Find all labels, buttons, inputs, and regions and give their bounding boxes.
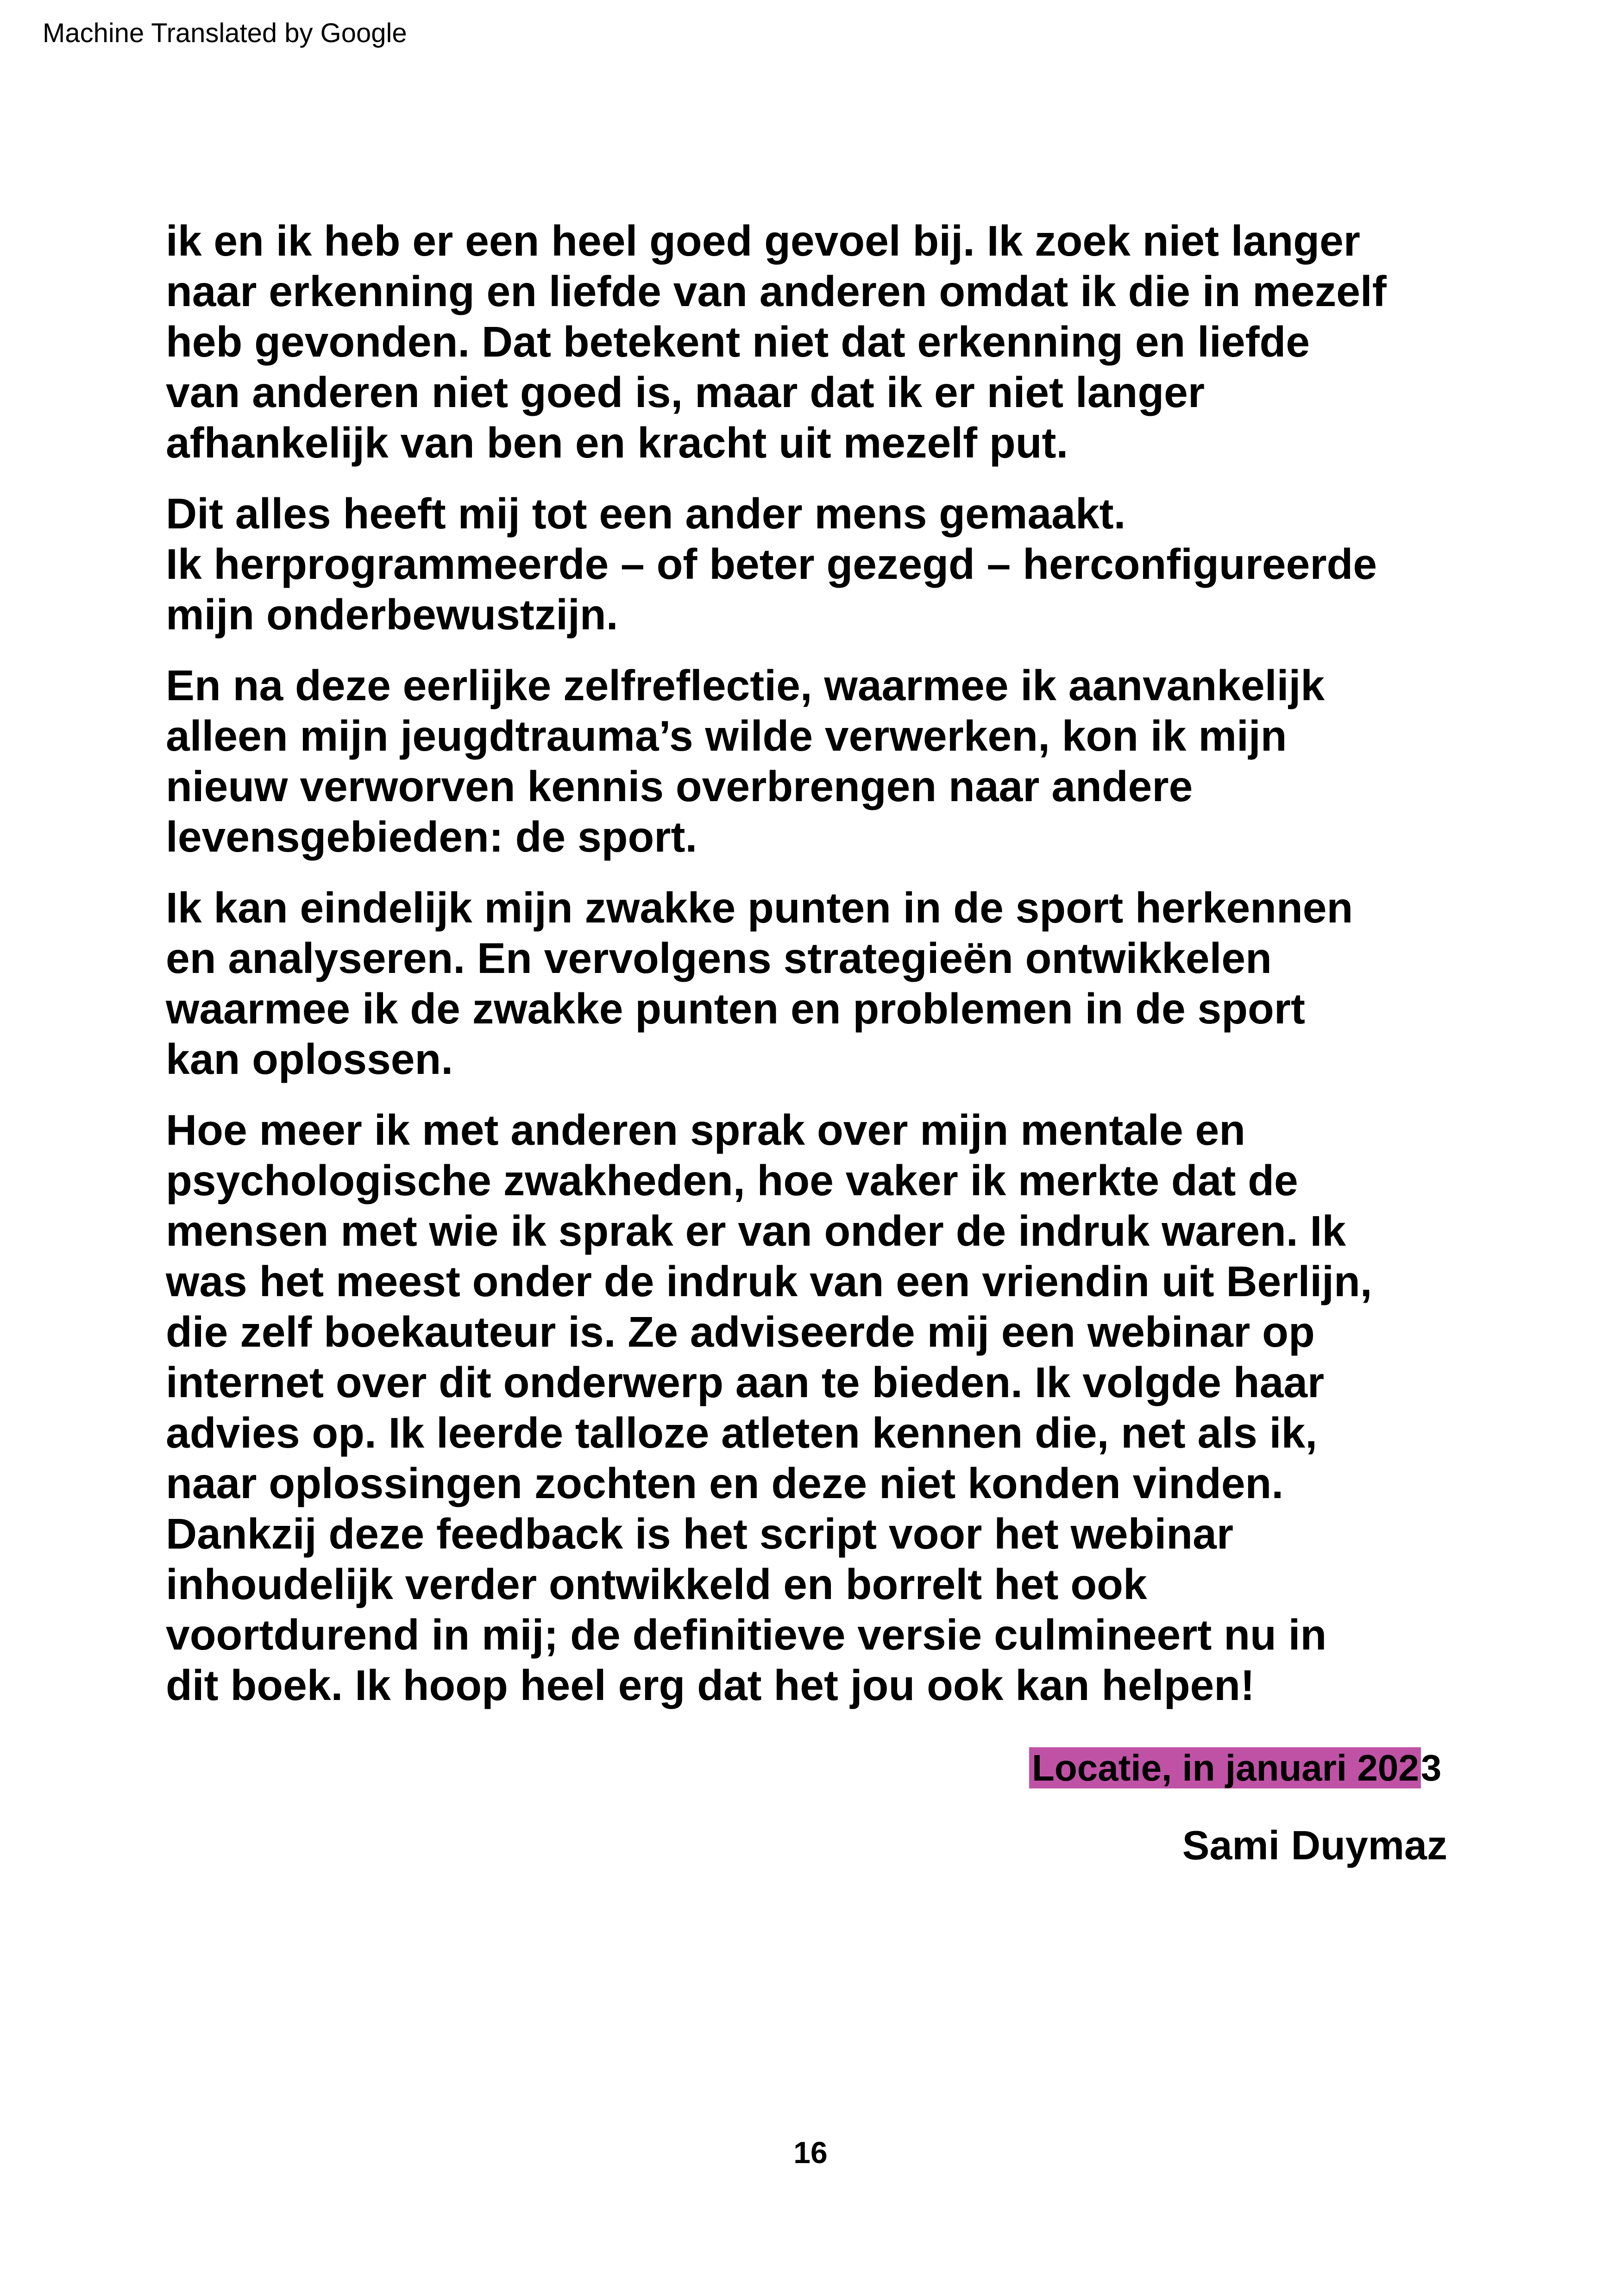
paragraph-line: mijn onderbewustzijn. xyxy=(166,590,618,639)
paragraph-line: Ik herprogrammeerde – of beter gezegd – herconfigureerde xyxy=(166,540,1377,588)
highlighted-location-text: Locatie, in januari 202 xyxy=(1029,1747,1421,1788)
paragraph-line: psychologische zwakheden, hoe vaker ik merkte dat de xyxy=(166,1156,1298,1204)
paragraph-2 xyxy=(166,489,1490,640)
location-date-line xyxy=(1029,1744,1441,1793)
paragraph-line: alleen mijn jeugdtrauma’s wilde verwerken, kon ik mijn xyxy=(166,712,1287,760)
paragraph-line: naar erkenning en liefde van anderen omdat ik die in mezelf xyxy=(166,267,1387,315)
paragraph-line: ik en ik heb er een heel goed gevoel bij. Ik zoek niet langer xyxy=(166,217,1360,265)
paragraph-line: Dankzij deze feedback is het script voor het webinar xyxy=(166,1510,1234,1558)
page-number: 16 xyxy=(793,2135,828,2170)
paragraph-line: levensgebieden: de sport. xyxy=(166,813,697,861)
location-text-tail: 3 xyxy=(1420,1747,1442,1788)
paragraph-line: internet over dit onderwerp aan te bieden. Ik volgde haar xyxy=(166,1358,1325,1406)
paragraph-line: nieuw verworven kennis overbrengen naar andere xyxy=(166,762,1193,810)
paragraph-line: inhoudelijk verder ontwikkeld en borrelt het ook xyxy=(166,1560,1147,1608)
paragraph-line: Hoe meer ik met anderen sprak over mijn mentale en xyxy=(166,1106,1246,1154)
paragraph-line: van anderen niet goed is, maar dat ik er niet langer xyxy=(166,368,1205,416)
paragraph-line: heb gevonden. Dat betekent niet dat erkenning en liefde xyxy=(166,318,1310,366)
paragraph-line: kan oplossen. xyxy=(166,1035,453,1083)
paragraph-line: mensen met wie ik sprak er van onder de indruk waren. Ik xyxy=(166,1207,1346,1255)
page-body xyxy=(166,216,1490,1731)
paragraph-line: Dit alles heeft mij tot een ander mens gemaakt. xyxy=(166,489,1126,538)
paragraph-line: die zelf boekauteur is. Ze adviseerde mij een webinar op xyxy=(166,1308,1315,1356)
paragraph-line: naar oplossingen zochten en deze niet konden vinden. xyxy=(166,1459,1284,1507)
paragraph-line: waarmee ik de zwakke punten en problemen in de sport xyxy=(166,985,1306,1033)
paragraph-line: En na deze eerlijke zelfreflectie, waarmee ik aanvankelijk xyxy=(166,661,1325,709)
paragraph-3 xyxy=(166,660,1490,862)
paragraph-line: en analyseren. En vervolgens strategieën ontwikkelen xyxy=(166,934,1272,982)
machine-translation-notice: Machine Translated by Google xyxy=(43,18,407,48)
paragraph-1 xyxy=(166,216,1490,468)
paragraph-line: advies op. Ik leerde talloze atleten kennen die, net als ik, xyxy=(166,1409,1318,1457)
paragraph-line: was het meest onder de indruk van een vriendin uit Berlijn, xyxy=(166,1257,1372,1305)
paragraph-4 xyxy=(166,883,1490,1085)
author-signature: Sami Duymaz xyxy=(1182,1822,1447,1868)
paragraph-line: voortdurend in mij; de definitieve versie culmineert nu in xyxy=(166,1611,1327,1659)
paragraph-line: afhankelijk van ben en kracht uit mezelf put. xyxy=(166,419,1068,467)
paragraph-5 xyxy=(166,1105,1490,1711)
paragraph-line: dit boek. Ik hoop heel erg dat het jou ook kan helpen! xyxy=(166,1661,1255,1709)
paragraph-line: Ik kan eindelijk mijn zwakke punten in de sport herkennen xyxy=(166,884,1353,932)
